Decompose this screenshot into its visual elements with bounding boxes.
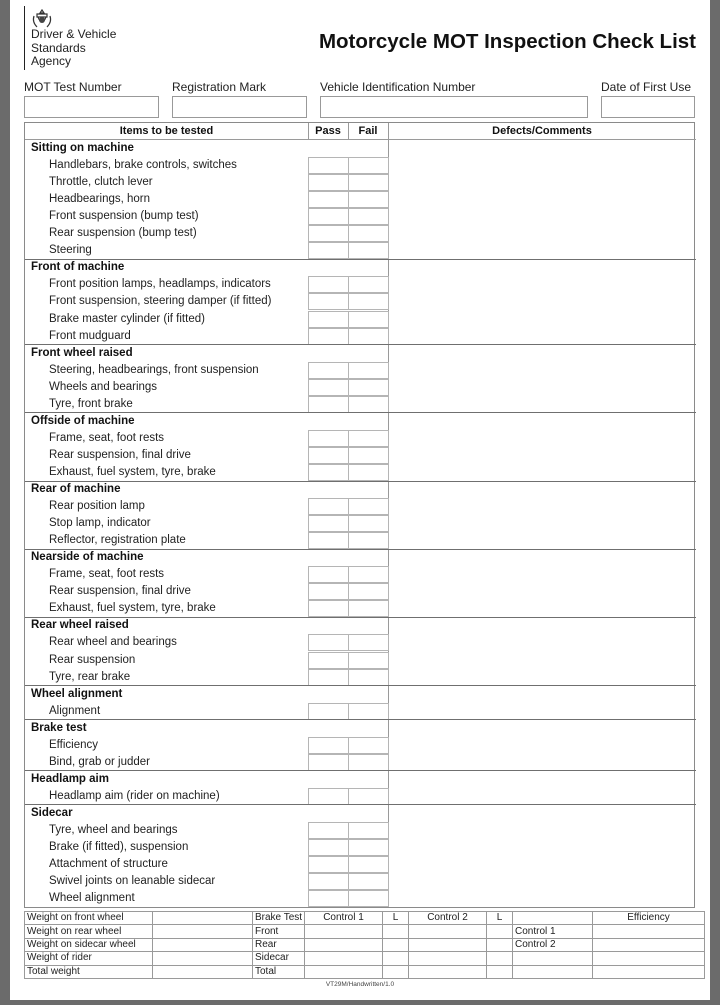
control1-value[interactable]: [305, 952, 383, 965]
blank-cell: [513, 912, 593, 925]
pass-checkbox[interactable]: [308, 515, 349, 532]
pass-checkbox[interactable]: [308, 396, 349, 413]
brake-table-row: [25, 965, 705, 978]
pass-checkbox[interactable]: [308, 430, 349, 447]
mot-test-number-label: MOT Test Number: [24, 80, 122, 94]
fail-checkbox[interactable]: [348, 856, 389, 873]
header-col-divider: [308, 123, 309, 139]
vin-label: Vehicle Identification Number: [320, 80, 476, 94]
section-title: Sidecar: [31, 806, 73, 819]
pass-checkbox[interactable]: [308, 464, 349, 481]
brake-label: Front: [253, 925, 305, 938]
header-items: Items to be tested: [119, 125, 214, 137]
pass-checkbox[interactable]: [308, 191, 349, 208]
checklist-item: Rear position lamp: [49, 500, 145, 513]
weight-label: Weight on rear wheel: [25, 925, 153, 938]
fail-checkbox[interactable]: [348, 737, 389, 754]
date-first-use-field[interactable]: [601, 96, 695, 118]
checklist-item: Rear wheel and bearings: [49, 636, 177, 649]
section-title: Wheel alignment: [31, 687, 123, 700]
section-title: Brake test: [31, 721, 87, 734]
pass-checkbox[interactable]: [308, 498, 349, 515]
section-divider: [25, 259, 696, 260]
blank-cell: [593, 952, 705, 965]
registration-mark-label: Registration Mark: [172, 80, 267, 94]
pass-checkbox[interactable]: [308, 328, 349, 345]
vin-field[interactable]: [320, 96, 588, 118]
pass-checkbox[interactable]: [308, 276, 349, 293]
section-divider: [25, 804, 696, 805]
pass-checkbox[interactable]: [308, 379, 349, 396]
brake-test-table: [24, 911, 705, 979]
checklist-item: Swivel joints on leanable sidecar: [49, 875, 216, 888]
section-divider: [25, 481, 696, 482]
header-col-divider: [348, 123, 349, 139]
brake-test-label: Brake Test: [253, 912, 305, 925]
pass-checkbox[interactable]: [308, 362, 349, 379]
checklist-item: Steering: [49, 244, 92, 257]
fail-checkbox[interactable]: [348, 566, 389, 583]
fail-checkbox[interactable]: [348, 293, 389, 310]
fail-checkbox[interactable]: [348, 873, 389, 890]
l1-value[interactable]: [383, 925, 409, 938]
fail-checkbox[interactable]: [348, 498, 389, 515]
brake-table-row: [25, 952, 705, 965]
pass-checkbox[interactable]: [308, 566, 349, 583]
section-title: Sitting on machine: [31, 142, 134, 154]
weight-label: Weight on sidecar wheel: [25, 938, 153, 951]
checklist-item: Exhaust, fuel system, tyre, brake: [49, 602, 216, 615]
checklist-item: Tyre, front brake: [49, 397, 133, 410]
brake-table-row: [25, 925, 705, 938]
control1-value[interactable]: [305, 938, 383, 951]
l1-header: L: [383, 912, 409, 925]
control2-header: Control 2: [409, 912, 487, 925]
pass-checkbox[interactable]: [308, 311, 349, 328]
control2-value[interactable]: [409, 938, 487, 951]
fail-checkbox[interactable]: [348, 174, 389, 191]
form-reference: VT29M/Handwritten/1.0: [325, 981, 395, 988]
section-divider: [25, 719, 696, 720]
l2-value[interactable]: [487, 925, 513, 938]
efficiency-value[interactable]: [593, 925, 705, 938]
mot-test-number-field[interactable]: [24, 96, 159, 118]
fail-checkbox[interactable]: [348, 600, 389, 617]
header-fail: Fail: [358, 125, 378, 137]
fail-checkbox[interactable]: [348, 515, 389, 532]
weight-value[interactable]: [153, 912, 253, 925]
header-pass: Pass: [315, 125, 341, 137]
pass-checkbox[interactable]: [308, 225, 349, 242]
section-title: Rear of machine: [31, 483, 121, 495]
checklist-item: Bind, grab or judder: [49, 755, 151, 768]
pass-checkbox[interactable]: [308, 208, 349, 225]
pass-checkbox[interactable]: [308, 447, 349, 464]
checklist-grid: [24, 122, 695, 908]
checklist-item: Rear suspension: [49, 653, 136, 666]
checklist-item: Stop lamp, indicator: [49, 517, 151, 530]
mot-checklist-page: [10, 0, 710, 1000]
section-title: Front of machine: [31, 261, 125, 274]
pass-checkbox[interactable]: [308, 737, 349, 754]
pass-checkbox[interactable]: [308, 600, 349, 617]
checklist-item: Attachment of structure: [49, 858, 168, 871]
brake-label: Total: [253, 965, 305, 978]
efficiency-row-label: Control 2: [513, 938, 593, 951]
brake-label: Rear: [253, 938, 305, 951]
pass-checkbox[interactable]: [308, 788, 349, 805]
checklist-item: Front mudguard: [49, 329, 131, 342]
agency-name: [31, 28, 116, 69]
l2-header: L: [487, 912, 513, 925]
checklist-item: Exhaust, fuel system, tyre, brake: [49, 465, 216, 478]
control2-value[interactable]: [409, 965, 487, 978]
fail-checkbox[interactable]: [348, 703, 389, 720]
fail-checkbox[interactable]: [348, 191, 389, 208]
efficiency-row-label: Control 1: [513, 925, 593, 938]
brake-table-row: [25, 912, 705, 925]
fail-checkbox[interactable]: [348, 788, 389, 805]
agency-name-line-3: Agency: [31, 54, 72, 68]
checklist-item: Alignment: [49, 704, 101, 717]
pass-checkbox[interactable]: [308, 532, 349, 549]
brake-label: Sidecar: [253, 952, 305, 965]
pass-checkbox[interactable]: [308, 293, 349, 310]
weight-value[interactable]: [153, 965, 253, 978]
checklist-item: Handlebars, brake controls, switches: [49, 159, 237, 172]
blank-cell: [513, 965, 593, 978]
pass-checkbox[interactable]: [308, 890, 349, 907]
efficiency-header: Efficiency: [593, 912, 705, 925]
pass-checkbox[interactable]: [308, 634, 349, 651]
fail-checkbox[interactable]: [348, 276, 389, 293]
date-first-use-label: Date of First Use: [601, 80, 692, 94]
checklist-item: Tyre, rear brake: [49, 670, 131, 683]
section-title: Offside of machine: [31, 414, 135, 427]
fail-checkbox[interactable]: [348, 225, 389, 242]
agency-name-line-2: Standards: [31, 40, 86, 55]
l1-value[interactable]: [383, 952, 409, 965]
control1-value[interactable]: [305, 925, 383, 938]
pass-checkbox[interactable]: [308, 839, 349, 856]
checklist-item: Brake (if fitted), suspension: [49, 841, 189, 854]
control1-value[interactable]: [305, 965, 383, 978]
fail-checkbox[interactable]: [348, 157, 389, 174]
checklist-item: Rear suspension, final drive: [49, 448, 191, 461]
fail-checkbox[interactable]: [348, 652, 389, 669]
fail-checkbox[interactable]: [348, 464, 389, 481]
fail-checkbox[interactable]: [348, 822, 389, 839]
fail-checkbox[interactable]: [348, 669, 389, 686]
pass-checkbox[interactable]: [308, 242, 349, 259]
section-title: Headlamp aim: [31, 772, 109, 785]
fail-checkbox[interactable]: [348, 362, 389, 379]
fail-checkbox[interactable]: [348, 430, 389, 447]
checklist-item: Front position lamps, headlamps, indicators: [49, 278, 271, 291]
checklist-item: Reflector, registration plate: [49, 534, 186, 547]
pass-checkbox[interactable]: [308, 652, 349, 669]
fail-checkbox[interactable]: [348, 890, 389, 907]
section-divider: [25, 770, 696, 771]
weight-label: Weight on front wheel: [25, 912, 153, 925]
l1-value[interactable]: [383, 938, 409, 951]
checklist-item: Front suspension, steering damper (if fitted): [49, 295, 272, 308]
pass-checkbox[interactable]: [308, 873, 349, 890]
fail-checkbox[interactable]: [348, 634, 389, 651]
weight-label: Weight of rider: [25, 952, 153, 965]
control2-value[interactable]: [409, 925, 487, 938]
agency-name-line-1: Driver & Vehicle: [31, 27, 117, 41]
fail-checkbox[interactable]: [348, 328, 389, 345]
control2-value[interactable]: [409, 952, 487, 965]
section-divider: [25, 685, 696, 686]
checklist-item: Brake master cylinder (if fitted): [49, 312, 205, 325]
section-title: Nearside of machine: [31, 551, 144, 564]
l2-value[interactable]: [487, 938, 513, 951]
pass-checkbox[interactable]: [308, 669, 349, 686]
l2-value[interactable]: [487, 952, 513, 965]
pass-checkbox[interactable]: [308, 856, 349, 873]
checklist-item: Frame, seat, foot rests: [49, 568, 165, 581]
checklist-item: Front suspension (bump test): [49, 210, 199, 223]
fail-checkbox[interactable]: [348, 396, 389, 413]
fail-checkbox[interactable]: [348, 447, 389, 464]
fail-checkbox[interactable]: [348, 532, 389, 549]
weight-label: Total weight: [25, 965, 153, 978]
checklist-item: Frame, seat, foot rests: [49, 431, 165, 444]
agency-logo: [24, 6, 134, 70]
checklist-item: Rear suspension, final drive: [49, 585, 191, 598]
l1-value[interactable]: [383, 965, 409, 978]
efficiency-value[interactable]: [593, 938, 705, 951]
page-title: Motorcycle MOT Inspection Check List: [318, 30, 696, 53]
fail-checkbox[interactable]: [348, 839, 389, 856]
checklist-item: Rear suspension (bump test): [49, 227, 197, 240]
fail-checkbox[interactable]: [348, 208, 389, 225]
fail-checkbox[interactable]: [348, 379, 389, 396]
checklist-item: Headlamp aim (rider on machine): [49, 789, 220, 802]
pass-checkbox[interactable]: [308, 703, 349, 720]
checklist-item: Wheels and bearings: [49, 380, 158, 393]
weight-value[interactable]: [153, 938, 253, 951]
checklist-item: Steering, headbearings, front suspension: [49, 363, 259, 376]
pass-checkbox[interactable]: [308, 754, 349, 771]
checklist-item: Efficiency: [49, 738, 99, 751]
checklist-item: Tyre, wheel and bearings: [49, 824, 178, 836]
l2-value[interactable]: [487, 965, 513, 978]
fail-checkbox[interactable]: [348, 242, 389, 259]
checklist-item: Wheel alignment: [49, 892, 135, 905]
pass-checkbox[interactable]: [308, 822, 349, 839]
fail-checkbox[interactable]: [348, 311, 389, 328]
control1-header: Control 1: [305, 912, 383, 925]
registration-mark-field[interactable]: [172, 96, 307, 118]
pass-checkbox[interactable]: [308, 174, 349, 191]
weight-value[interactable]: [153, 925, 253, 938]
fail-checkbox[interactable]: [348, 583, 389, 600]
blank-cell: [593, 965, 705, 978]
pass-checkbox[interactable]: [308, 583, 349, 600]
section-title: Front wheel raised: [31, 346, 133, 359]
fail-checkbox[interactable]: [348, 754, 389, 771]
pass-checkbox[interactable]: [308, 157, 349, 174]
checklist-item: Throttle, clutch lever: [49, 176, 153, 189]
section-title: Rear wheel raised: [31, 619, 129, 632]
blank-cell: [513, 952, 593, 965]
brake-table-row: [25, 938, 705, 951]
header-defects: Defects/Comments: [492, 125, 592, 137]
checklist-item: Headbearings, horn: [49, 193, 151, 206]
weight-value[interactable]: [153, 952, 253, 965]
